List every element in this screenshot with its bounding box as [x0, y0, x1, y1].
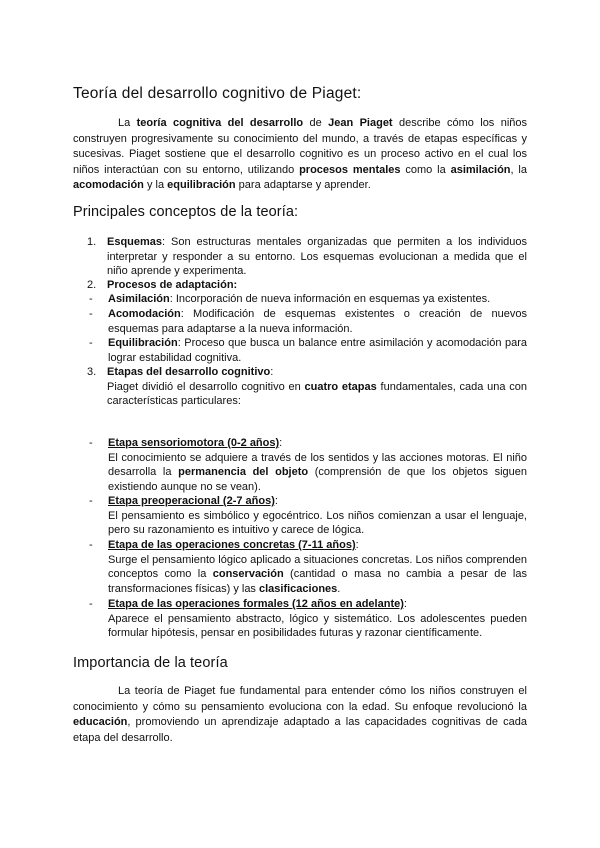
list-subitem-assimilation [89, 292, 527, 307]
list-item-schemas [89, 235, 527, 279]
intro-text: , la [510, 163, 527, 176]
section-heading-concepts: Principales conceptos de la teoría: [73, 204, 299, 220]
list-item-title: Procesos de adaptación: [107, 279, 238, 291]
list-number: 2. [87, 279, 97, 291]
intro-bold-equilibration: equilibración [167, 179, 236, 191]
list-item-text: : Incorporación de nueva información en esquemas ya existentes. [169, 293, 491, 305]
dash-bullet: - [89, 539, 93, 551]
stage-text: . [337, 582, 341, 595]
colon: : [355, 539, 359, 551]
list-item-text: fundamentales, cada una con características particulares: [107, 380, 528, 407]
dash-bullet: - [89, 293, 93, 305]
stage-title: Etapa de las operaciones formales (12 años en adelante) [108, 598, 404, 610]
intro-text: para adaptarse y aprender. [235, 179, 371, 191]
list-item-text: : Modificación de esquemas existentes o creación de nuevos esquemas para adaptarse a la nueva información. [108, 308, 527, 335]
list-subitem-equilibration [89, 336, 527, 365]
stage-bold-classifications: clasificaciones [259, 582, 338, 595]
list-item-text: Piaget dividió el desarrollo cognitivo en [107, 380, 305, 393]
intro-text: y la [143, 179, 168, 191]
list-item-text: : Son estructuras mentales organizadas que permiten a los individuos interpretar y responder a su entorno. Los esquemas evolucionan a medida que el niño aprende y experimenta. [107, 236, 527, 277]
stage-title: Etapa sensoriomotora (0-2 años) [108, 437, 280, 449]
intro-bold-theory: teoría cognitiva del desarrollo [136, 117, 304, 129]
stage-sensorimotor [89, 436, 527, 494]
list-number: 1. [87, 236, 97, 248]
list-item-processes [89, 278, 527, 293]
stage-preoperational [89, 494, 527, 538]
section-heading-importance: Importancia de la teoría [73, 655, 228, 671]
stage-formal-operations [89, 597, 527, 641]
stage-text: El pensamiento es simbólico y egocéntrico. Los niños comienzan a usar el lenguaje, pero su razonamiento es intuitivo y carece de lógica. [108, 509, 527, 536]
intro-bold-author: Jean Piaget [328, 117, 393, 129]
importance-text: La teoría de Piaget fue fundamental para entender cómo los niños construyen el conocimiento y cómo su pensamiento evoluciona con la edad. Su enfoque revolucionó la [73, 685, 527, 713]
dash-bullet: - [89, 598, 93, 610]
intro-text: como la [400, 163, 451, 176]
intro-text: La [118, 117, 137, 129]
dash-bullet: - [89, 337, 93, 349]
colon: : [270, 366, 274, 378]
stage-text: Surge el pensamiento lógico aplicado a situaciones concretas. Los niños comprenden conceptos como la [108, 553, 527, 580]
stage-title: Etapa de las operaciones concretas (7-11 años) [108, 539, 356, 551]
list-subitem-accommodation [89, 307, 527, 336]
dash-bullet: - [89, 437, 93, 449]
colon: : [279, 437, 283, 449]
list-item-title: Equilibración [108, 337, 178, 349]
dash-bullet: - [89, 308, 93, 320]
colon: : [403, 598, 407, 610]
stage-title: Etapa preoperacional (2-7 años) [108, 495, 275, 507]
stage-text: (cantidad o masa no cambia a pesar de las transformaciones físicas) y las [108, 568, 527, 595]
importance-paragraph [73, 684, 527, 746]
intro-text: describe cómo los niños construyen progresivamente su conocimiento del mundo, a través de etapas específicas y sucesivas. Piaget sostiene que el desarrollo cognitivo es un proceso activo en el cual los niños interactúan con su entorno, utilizando [73, 117, 527, 176]
list-item-title: Asimilación [108, 293, 170, 305]
stage-bold-object-permanence: permanencia del objeto [178, 466, 309, 478]
list-item-title: Acomodación [108, 308, 181, 320]
stage-text: Aparece el pensamiento abstracto, lógico y sistemático. Los adolescentes pueden formular hipótesis, pensar en posibilidades futuras y razonar científicamente. [108, 612, 527, 639]
dash-bullet: - [89, 495, 93, 507]
page-title: Teoría del desarrollo cognitivo de Piaget: [73, 85, 362, 102]
list-item-title: Esquemas [107, 236, 163, 248]
stage-concrete-operations [89, 538, 527, 596]
importance-text: , promoviendo un aprendizaje adaptado a las capacidades cognitivas de cada etapa del desarrollo. [73, 716, 527, 744]
colon: : [274, 495, 278, 507]
list-item-stages [89, 365, 527, 409]
stage-text: (comprensión de que los objetos siguen existiendo aunque no se vean). [108, 466, 527, 493]
list-item-bold-four-stages: cuatro etapas [304, 380, 377, 393]
intro-bold-assimilation: asimilación [450, 163, 511, 176]
list-item-title: Etapas del desarrollo cognitivo [107, 366, 271, 378]
list-item-text: : Proceso que busca un balance entre asimilación y acomodación para lograr estabilidad cognitiva. [108, 337, 527, 364]
intro-paragraph [73, 116, 527, 194]
list-number: 3. [87, 366, 97, 378]
intro-bold-processes: procesos mentales [299, 163, 401, 176]
intro-bold-accommodation: acomodación [73, 179, 144, 191]
importance-bold-education: educación [73, 716, 128, 728]
intro-text: de [303, 117, 329, 129]
stage-text: El conocimiento se adquiere a través de los sentidos y las acciones motoras. El niño desarrolla la [108, 451, 527, 478]
stage-bold-conservation: conservación [212, 568, 284, 580]
